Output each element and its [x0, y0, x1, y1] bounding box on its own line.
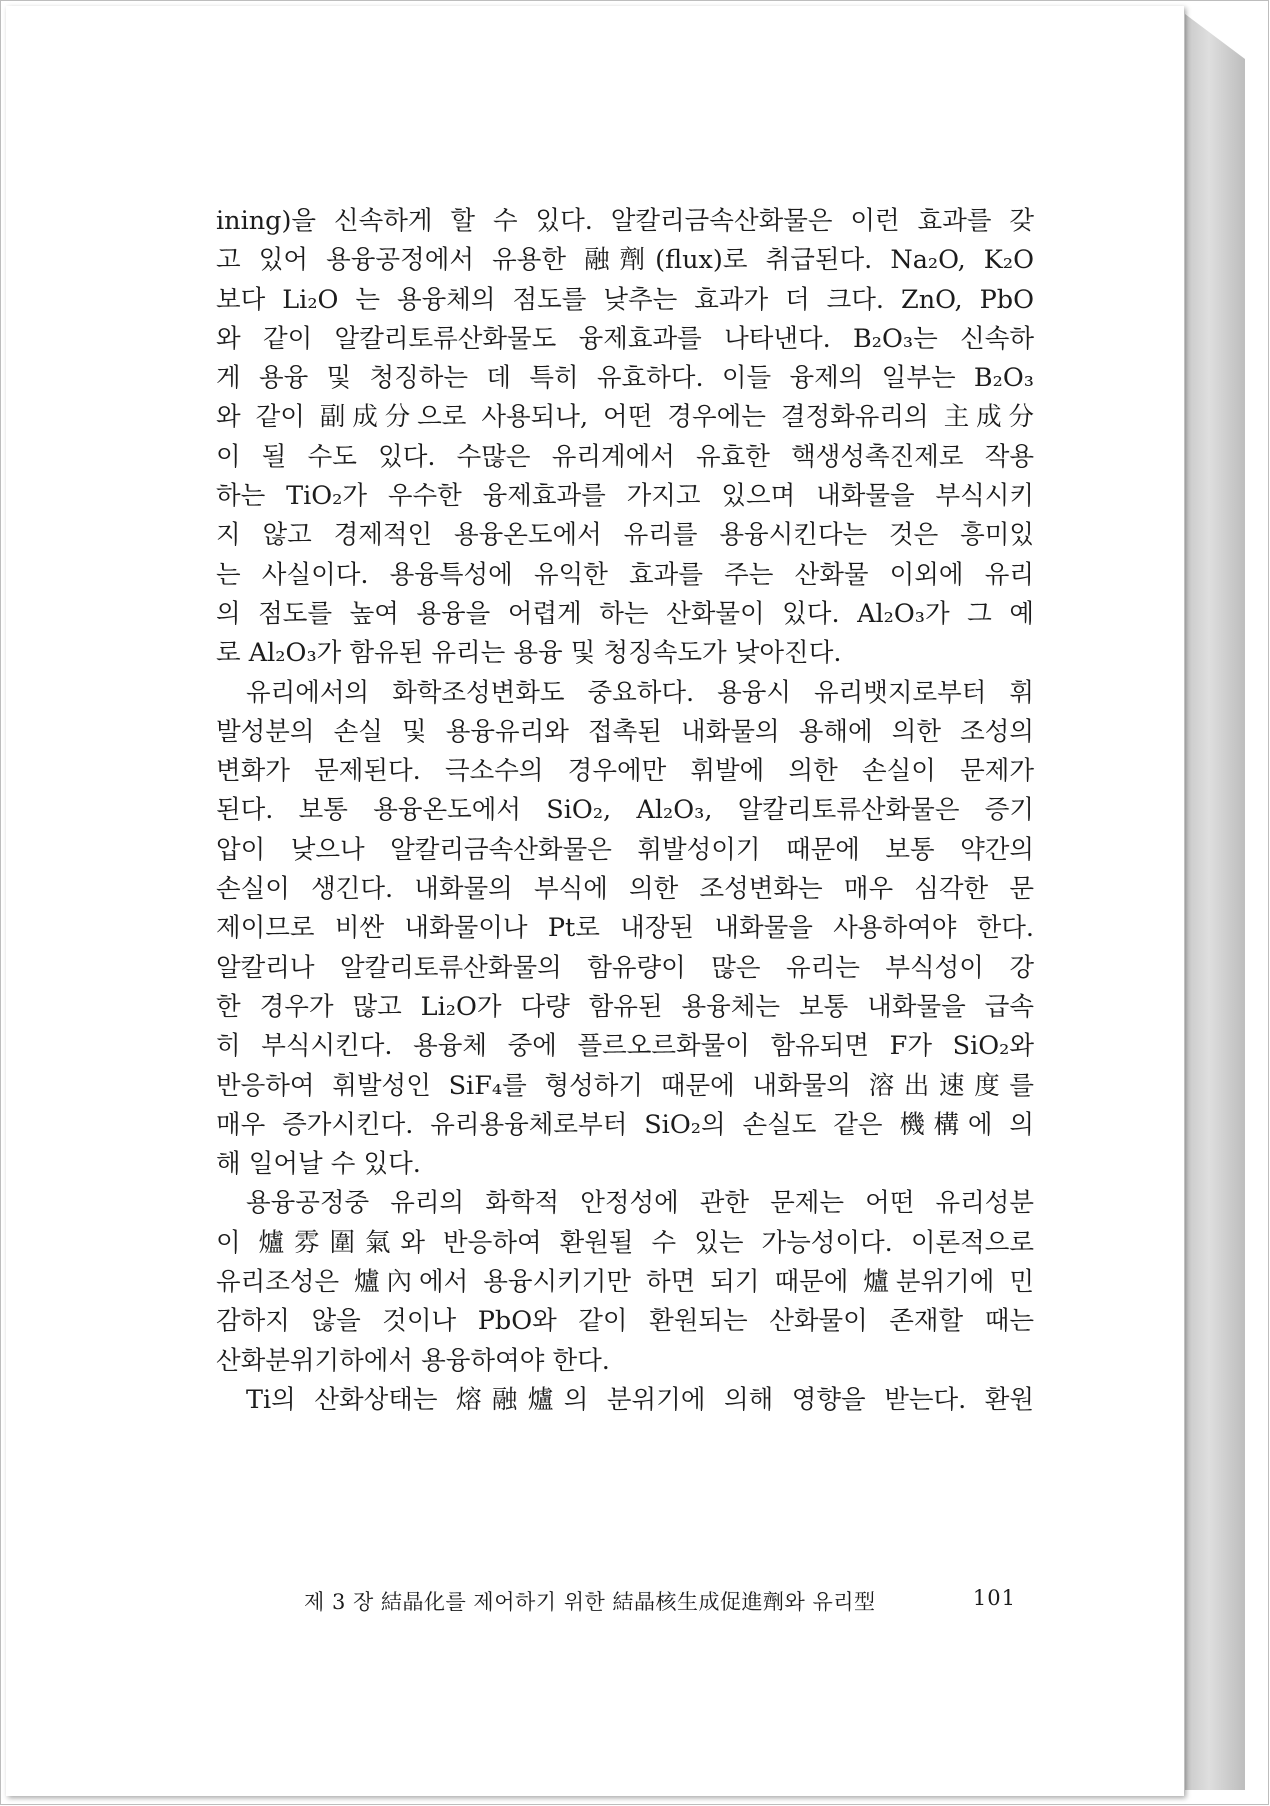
text-line: 는 사실이다. 용융특성에 유익한 효과를 주는 산화물 이외에 유리 — [216, 559, 1034, 590]
text-line: ining)을 신속하게 할 수 있다. 알칼리금속산화물은 이런 효과를 갖 — [216, 206, 1034, 236]
text-line: 이 될 수도 있다. 수많은 유리계에서 유효한 핵생성촉진제로 작용 — [216, 441, 1034, 472]
text-line: 와 같이 副成分으로 사용되나, 어떤 경우에는 결정화유리의 主成分 — [216, 402, 1034, 433]
text-line: 해 일어날 수 있다. — [216, 1149, 421, 1180]
text-line: 보다 Li₂O 는 용융체의 점도를 낮추는 효과가 더 크다. ZnO, PbO — [216, 284, 1034, 315]
text-line: 유리에서의 화학조성변화도 중요하다. 용융시 유리뱃지로부터 휘 — [246, 677, 1034, 708]
text-line: 와 같이 알칼리토류산화물도 융제효과를 나타낸다. B₂O₃는 신속하 — [216, 323, 1034, 354]
text-line: 지 않고 경제적인 용융온도에서 유리를 용융시킨다는 것은 흥미있 — [216, 520, 1034, 551]
text-line: 산화분위기하에서 용융하여야 한다. — [216, 1345, 610, 1376]
running-chapter-title: 제 3 장 結晶化를 제어하기 위한 結晶核生成促進劑와 유리型 — [304, 1590, 876, 1614]
text-line: 매우 증가시킨다. 유리용융체로부터 SiO₂의 손실도 같은 機構에 의 — [216, 1109, 1034, 1140]
text-line: 유리조성은 爐內에서 용융시키기만 하면 되기 때문에 爐분위기에 민 — [216, 1267, 1034, 1298]
page-footer — [304, 1586, 1016, 1616]
text-line: 용융공정중 유리의 화학적 안정성에 관한 문제는 어떤 유리성분 — [246, 1188, 1034, 1219]
book-side-edge — [1185, 14, 1245, 1790]
text-line: 감하지 않을 것이나 PbO와 같이 환원되는 산화물이 존재할 때는 — [216, 1306, 1034, 1337]
text-line: Ti의 산화상태는 熔融爐의 분위기에 의해 영향을 받는다. 환원 — [246, 1384, 1034, 1415]
text-line: 제이므로 비싼 내화물이나 Pt로 내장된 내화물을 사용하여야 한다. — [216, 913, 1034, 944]
text-line: 로 Al₂O₃가 함유된 유리는 용융 및 청징속도가 낮아진다. — [216, 638, 842, 669]
text-line: 고 있어 용융공정에서 유용한 融劑(flux)로 취급된다. Na₂O, K₂O — [216, 245, 1034, 276]
text-line: 의 점도를 높여 용융을 어렵게 하는 산화물이 있다. Al₂O₃가 그 예 — [216, 598, 1034, 629]
text-line: 한 경우가 많고 Li₂O가 다량 함유된 용융체는 보통 내화물을 급속 — [216, 991, 1034, 1022]
body-text — [216, 202, 1034, 1420]
text-line: 손실이 생긴다. 내화물의 부식에 의한 조성변화는 매우 심각한 문 — [216, 874, 1034, 905]
text-line: 된다. 보통 용융온도에서 SiO₂, Al₂O₃, 알칼리토류산화물은 증기 — [216, 795, 1034, 826]
text-line: 반응하여 휘발성인 SiF₄를 형성하기 때문에 내화물의 溶出速度를 — [216, 1070, 1034, 1101]
text-line: 변화가 문제된다. 극소수의 경우에만 휘발에 의한 손실이 문제가 — [216, 756, 1034, 787]
page-number: 101 — [972, 1586, 1016, 1610]
text-line: 이 爐雰圍氣와 반응하여 환원될 수 있는 가능성이다. 이론적으로 — [216, 1227, 1034, 1258]
text-line: 하는 TiO₂가 우수한 융제효과를 가지고 있으며 내화물을 부식시키 — [216, 481, 1034, 512]
text-line: 알칼리나 알칼리토류산화물의 함유량이 많은 유리는 부식성이 강 — [216, 952, 1034, 983]
text-line: 게 용융 및 청징하는 데 특히 유효하다. 이들 융제의 일부는 B₂O₃ — [216, 363, 1034, 394]
text-line: 히 부식시킨다. 용융체 중에 플르오르화물이 함유되면 F가 SiO₂와 — [216, 1031, 1034, 1062]
text-line: 발성분의 손실 및 용융유리와 접촉된 내화물의 용해에 의한 조성의 — [216, 716, 1034, 747]
book-page — [6, 6, 1184, 1796]
text-line: 압이 낮으나 알칼리금속산화물은 휘발성이기 때문에 보통 약간의 — [216, 834, 1034, 865]
